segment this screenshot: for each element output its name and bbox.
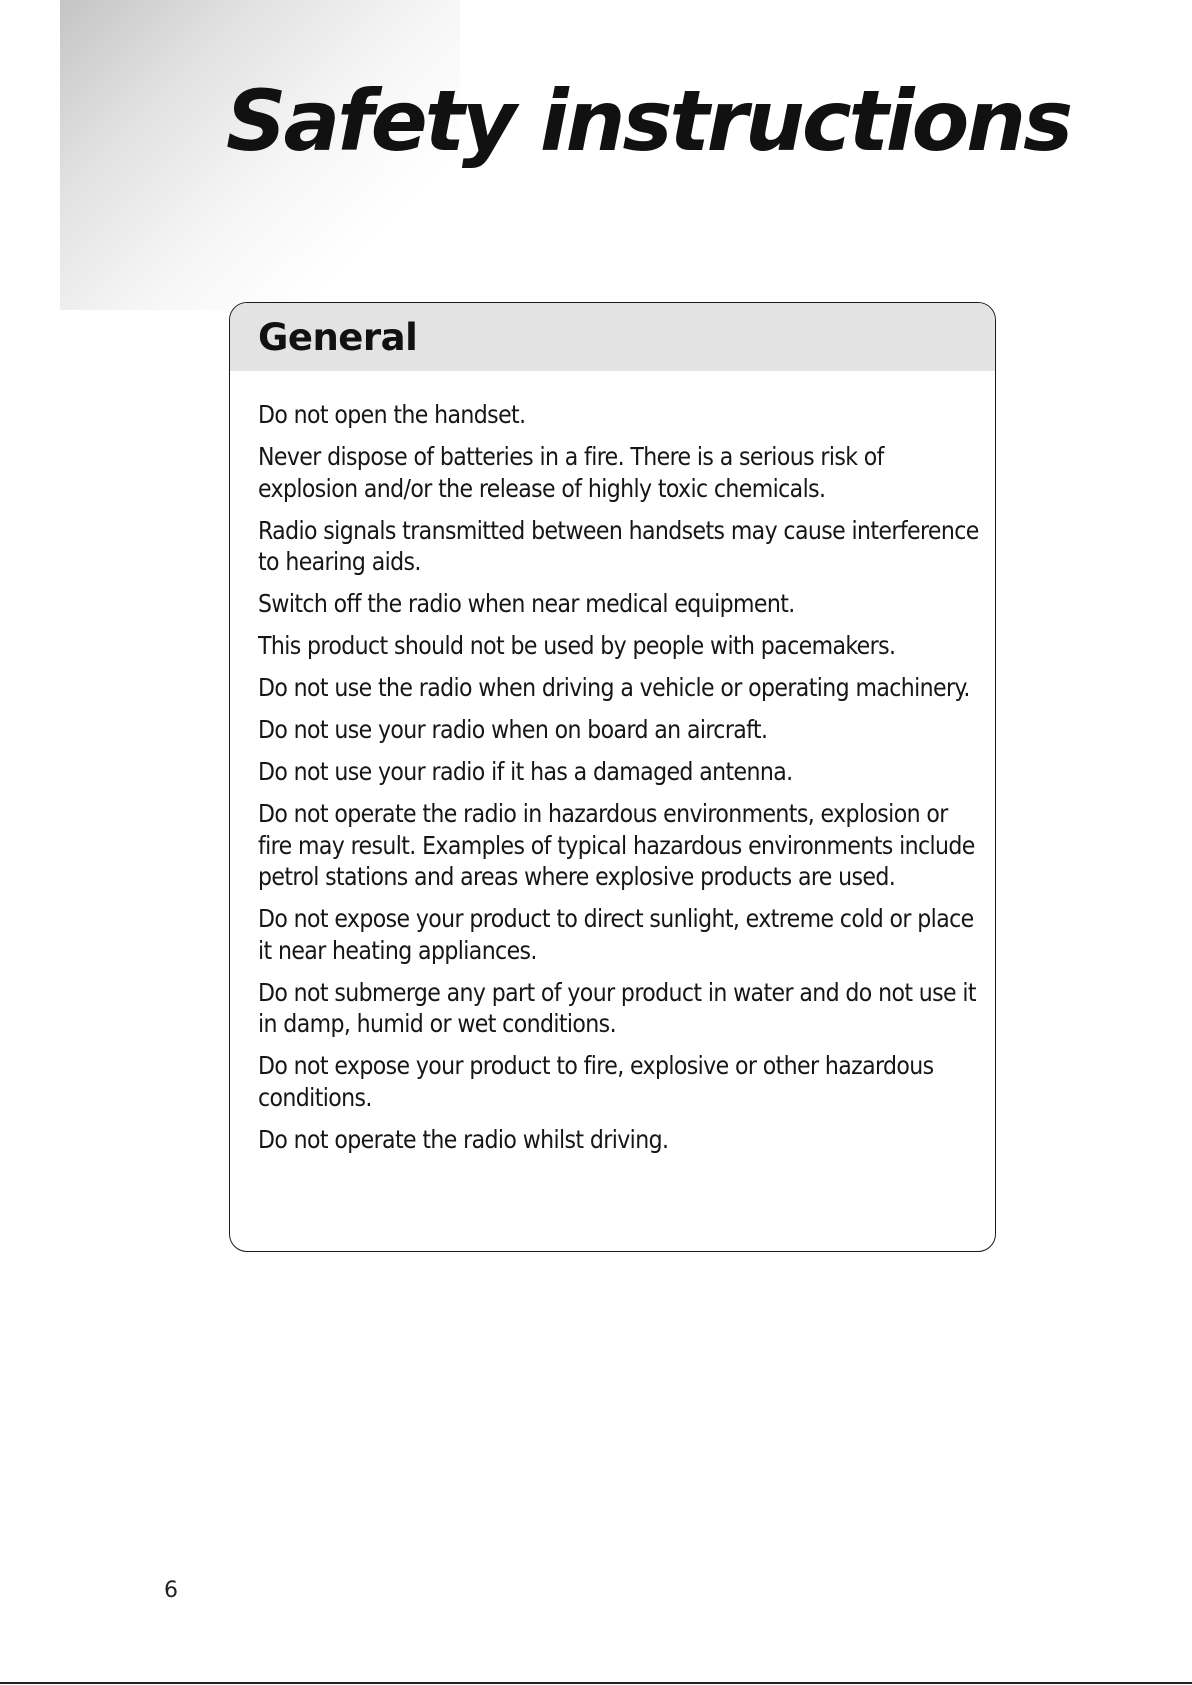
safety-instruction-item: Never dispose of batteries in a fire. There is a serious risk of explosion and/or the release of highly toxic chemicals. (258, 442, 884, 503)
safety-instruction-item: Do not operate the radio whilst driving. (258, 1124, 669, 1154)
safety-instruction-list (230, 371, 995, 1155)
safety-instruction-item: Do not submerge any part of your product in water and do not use it in damp, humid or wet conditions. (258, 977, 976, 1038)
safety-instruction-item: Do not use your radio if it has a damaged antenna. (258, 757, 793, 786)
safety-instruction-item: Do not operate the radio in hazardous environments, explosion or fire may result. Examples of typical hazardous environments include petrol stations and areas where explosive products are used. (258, 799, 975, 891)
safety-instruction-item: Do not use the radio when driving a vehicle or operating machinery. (258, 673, 970, 702)
safety-instruction-item: Do not expose your product to direct sunlight, extreme cold or place it near heating appliances. (258, 904, 974, 965)
safety-instruction-item: This product should not be used by people with pacemakers. (258, 631, 896, 660)
page-number: 6 (164, 1578, 178, 1603)
general-safety-panel (229, 302, 996, 1252)
safety-instruction-item: Do not use your radio when on board an aircraft. (258, 715, 768, 744)
bottom-rule (0, 1682, 1192, 1684)
safety-instruction-item: Do not open the handset. (258, 400, 526, 429)
section-heading-general: General (258, 316, 418, 359)
page-title: Safety instructions (226, 72, 1071, 170)
panel-header (230, 303, 995, 371)
safety-instruction-item: Radio signals transmitted between handsets may cause interference to hearing aids. (258, 515, 979, 576)
safety-instruction-item: Switch off the radio when near medical equipment. (258, 589, 795, 618)
safety-instruction-item: Do not expose your product to fire, explosive or other hazardous conditions. (258, 1051, 934, 1112)
